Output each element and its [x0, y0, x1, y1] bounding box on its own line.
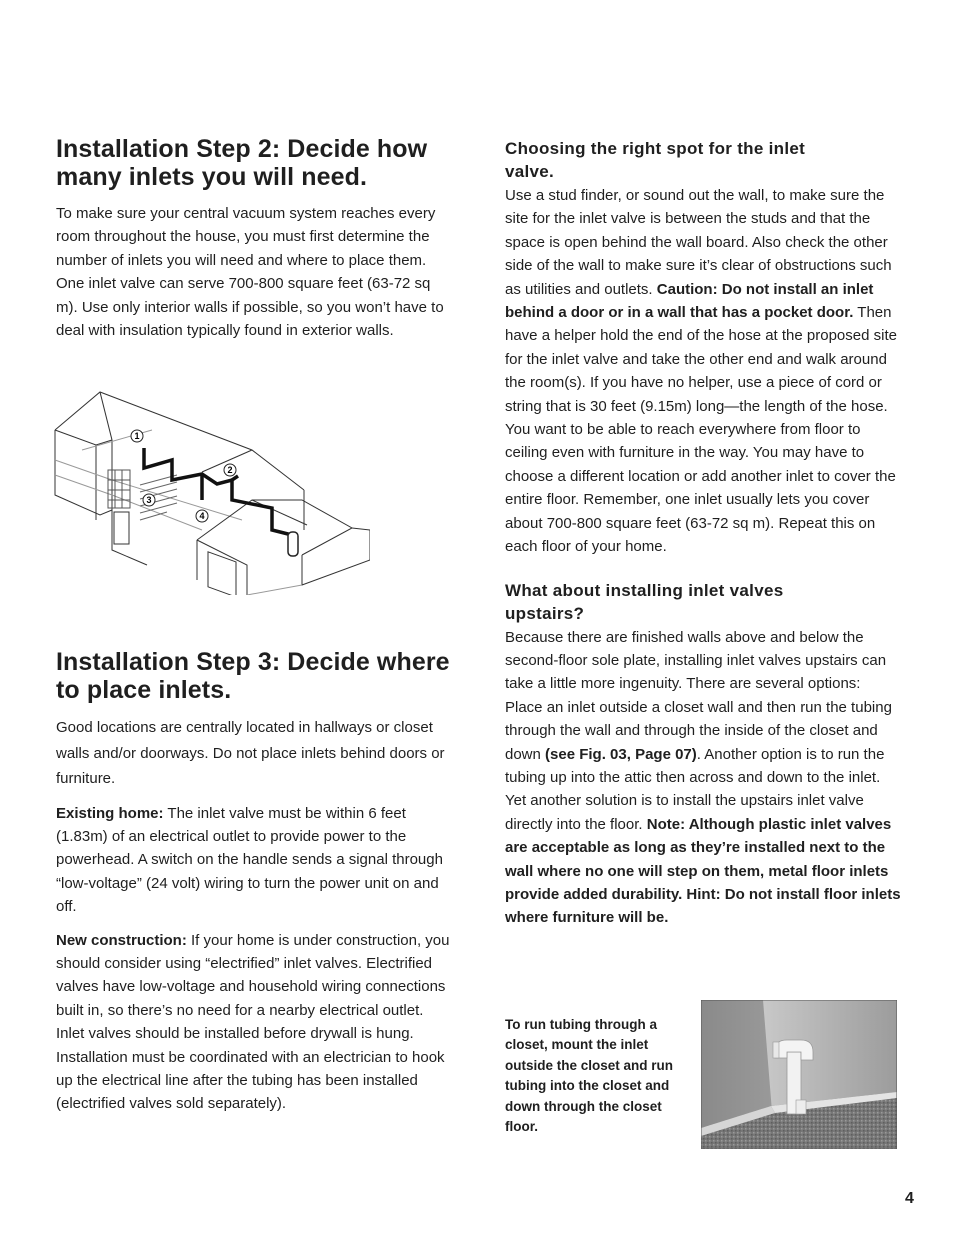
left-column	[56, 135, 450, 342]
inlet-label-2: 2	[227, 465, 233, 475]
right-column	[505, 137, 901, 930]
photo-caption: To run tubing through a closet, mount the inlet outside the closet and run tubing into the closet and down through the closet floor.	[505, 1017, 674, 1135]
main-roof	[55, 392, 304, 490]
step3-section	[56, 648, 450, 1116]
step2-body: To make sure your central vacuum system reaches every room throughout the house, you must first determine the number of inlets you will need and where to place them. One inlet valve can serve 700-800 square feet (63-72 sq m). Use only interior walls if possible, so you won’t have to deal with insulation typically found in exterior walls.	[56, 205, 444, 340]
existing-home-text: The inlet valve must be within 6 feet (1.83m) of an electrical outlet to provide power to the powerhead. A switch on the handle sends a signal through “low-voltage” (24 volt) wiring to turn the power unit on and off.	[56, 804, 443, 916]
figure-reference: (see Fig. 03, Page 07)	[545, 745, 697, 763]
closet-inlet-photo	[701, 1000, 897, 1149]
existing-home-paragraph	[56, 802, 450, 919]
spot-body	[505, 184, 901, 559]
step2-heading: Installation Step 2: Decide how many inlets you will need.	[56, 135, 428, 191]
upstairs-text-b: . Another option is to run the tubing up into the attic then across and down to the inlet. Yet another solution is to install the upstairs inlet valve directly into the floor.	[505, 745, 885, 833]
caution-text: Caution: Do not install an inlet behind a door or in a wall that has a pocket door.	[505, 280, 874, 322]
new-construction-text: If your home is under construction, you should consider using “electrified” inlet valves. Electrified valves have low-voltage and household wiring connections built in, so there’s no need for a nearby electrical outlet. Inlet valves should be installed before drywall is hung. Installation must be coordinated with an electrician to hook up the electrical line after the tubing has been installed (electrified valves sold separately).	[56, 931, 450, 1113]
power-unit	[288, 532, 298, 556]
spot-text-a: Use a stud finder, or sound out the wall, to make sure the site for the inlet valve is between the studs and that the space is open behind the wall board. Also check the other side of the wall to make sure it’s clear of obstructions such as utilities and outlets.	[505, 187, 892, 298]
upstairs-text-a: Because there are finished walls above and below the second-floor sole plate, installing inlet valves upstairs can take a little more ingenuity. There are several options: Place an inlet outside a closet wall and then run the tubing through the wall and through the inside of the closet and down	[505, 628, 892, 763]
spot-heading: Choosing the right spot for the inlet valve.	[505, 139, 806, 181]
inlet-label-3: 3	[146, 495, 152, 505]
upstairs-heading: What about installing inlet valves upstairs?	[505, 580, 784, 623]
inlet-label-4: 4	[199, 511, 205, 521]
step3-heading: Installation Step 3: Decide where to place inlets.	[56, 648, 450, 704]
inlet-label-1: 1	[134, 431, 140, 441]
upstairs-note: Note: Although plastic inlet valves are acceptable as long as they’re installed next to the wall where no one will step on them, metal floor inlets provide added durability. Hint: Do not install floor inlets where furniture will be.	[505, 815, 901, 927]
existing-home-label: Existing home:	[56, 804, 164, 822]
spot-text-b: Then have a helper hold the end of the hose at the proposed site for the inlet valve and take the other end and walk around the room(s). If you have no helper, use a piece of cord or string that is 30 feet (9.15m) long—the length of the hose. You want to be able to reach everywhere from floor to ceiling even with furniture in the way. You may have to choose a different location or add another inlet to cover the entire floor. Remember, one inlet usually lets you cover about 700-800 square feet (63-72 sq m). Repeat this on each floor of your home.	[505, 304, 897, 556]
new-construction-label: New construction:	[56, 931, 187, 949]
step3-intro: Good locations are centrally located in hallways or closet walls and/or doorways. Do not place inlets behind doors or furniture.	[56, 719, 445, 787]
new-construction-paragraph	[56, 929, 450, 1116]
garage-roof	[197, 500, 352, 555]
page-number: 4	[905, 1190, 914, 1207]
house-inlet-diagram	[52, 390, 370, 595]
upstairs-body	[505, 626, 901, 930]
